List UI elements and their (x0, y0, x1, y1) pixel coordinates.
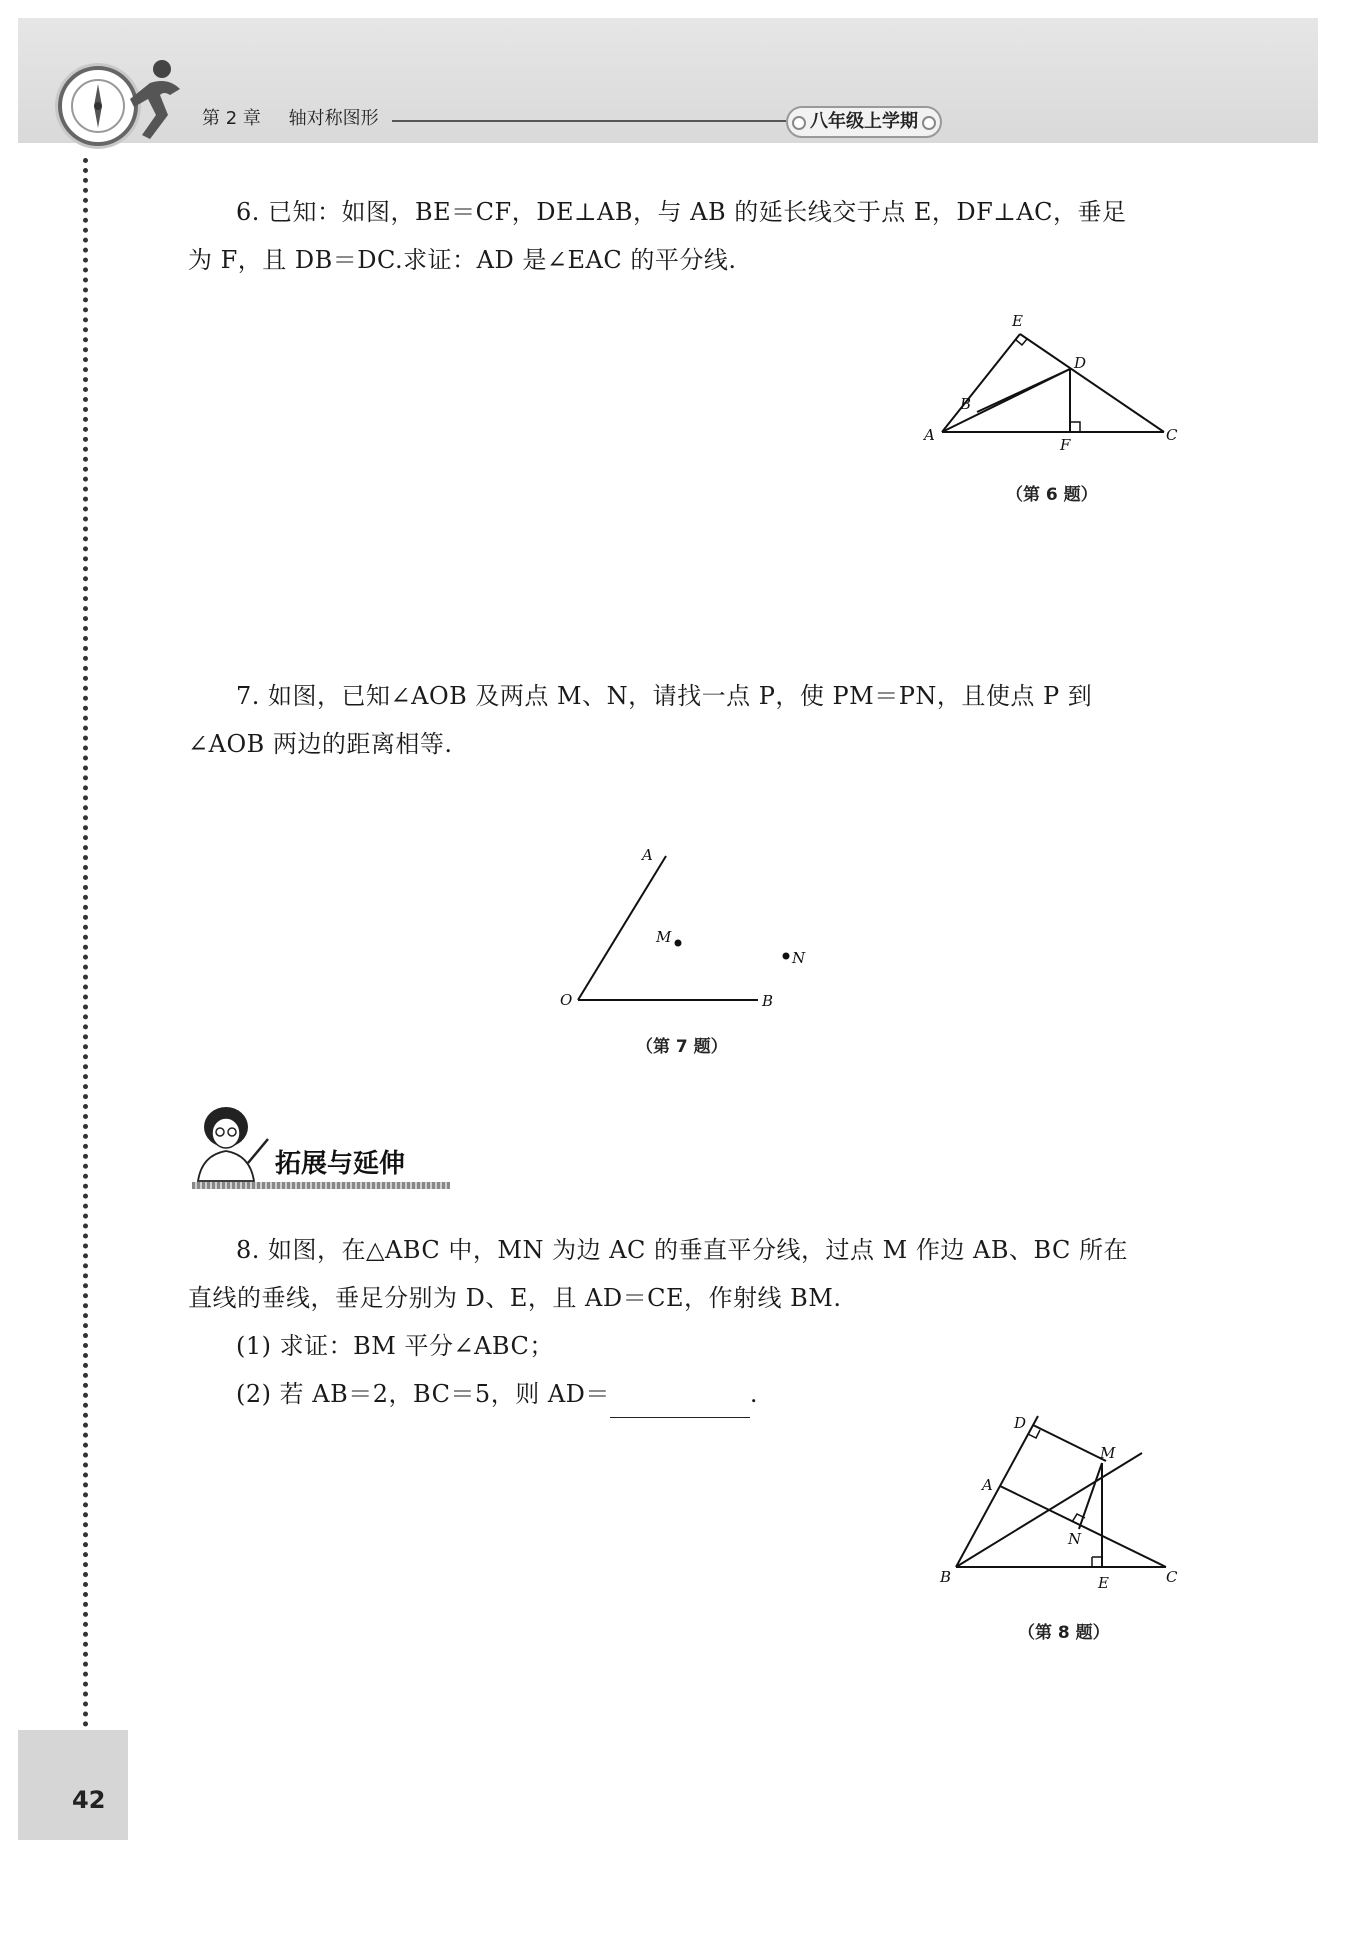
q8-segment-mn (1079, 1463, 1102, 1529)
section-underline (192, 1182, 450, 1189)
q8-label-e: E (1098, 1574, 1109, 1592)
q8-label-b: B (940, 1568, 952, 1586)
q6-caption: （第 6 题） (1006, 485, 1098, 505)
chapter-title: 轴对称图形 (288, 108, 379, 129)
q8-segment-dm (1033, 1425, 1106, 1461)
runner-icon (120, 55, 200, 145)
q8-period: . (749, 1380, 759, 1408)
q7-point-n (783, 953, 790, 960)
chapter-number: 第 2 章 (202, 108, 261, 129)
q6-line-2: 为 F，且 DB＝DC.求证：AD 是∠EAC 的平分线. (188, 246, 737, 274)
q8-caption: （第 8 题） (1018, 1623, 1110, 1643)
section-title: 拓展与延伸 (275, 1149, 406, 1179)
q6-right-angle-f (1070, 422, 1080, 432)
q7-label-a: A (642, 846, 653, 864)
q6-label-d: D (1074, 354, 1087, 372)
q7-figure (552, 842, 812, 1012)
q8-line-3: (1) 求证：BM 平分∠ABC； (236, 1332, 554, 1360)
chapter-heading (202, 104, 379, 130)
q6-label-f: F (1060, 436, 1071, 454)
q8-label-c: C (1166, 1568, 1178, 1586)
q7-label-b: B (762, 992, 774, 1010)
q6-label-e: E (1012, 312, 1023, 330)
page-number: 42 (72, 1786, 106, 1814)
answer-blank[interactable] (610, 1387, 750, 1418)
page-number-tab (18, 1730, 128, 1840)
q6-right-angle-e (1016, 339, 1027, 345)
q7-label-m: M (656, 928, 672, 946)
teacher-icon (188, 1105, 272, 1183)
q6-label-c: C (1166, 426, 1178, 444)
q6-label-b: B (960, 395, 972, 413)
q8-line-2: 直线的垂线，垂足分别为 D、E，且 AD＝CE，作射线 BM. (188, 1284, 842, 1312)
q8-segment-ac (1000, 1486, 1166, 1567)
q8-label-m: M (1100, 1444, 1116, 1462)
q7-line-2: ∠AOB 两边的距离相等. (188, 730, 453, 758)
q8-line-1: 8. 如图，在△ABC 中，MN 为边 AC 的垂直平分线，过点 M 作边 AB、BC 所在 (236, 1236, 1129, 1264)
q7-ray-oa (578, 856, 666, 1000)
binding-dots (83, 158, 88, 1728)
q7-label-o: O (560, 991, 573, 1009)
q6-segment-bd (977, 369, 1070, 412)
q8-label-d: D (1014, 1414, 1027, 1432)
q7-point-m (675, 940, 682, 947)
term-label: 八年级上学期 (786, 106, 942, 138)
q6-label-a: A (924, 426, 935, 444)
q6-figure (920, 312, 1180, 462)
q8-label-a: A (982, 1476, 993, 1494)
q6-line-1: 6. 已知：如图，BE＝CF，DE⊥AB，与 AB 的延长线交于点 E，DF⊥AC，垂足 (236, 198, 1127, 226)
header-rule (392, 120, 786, 122)
q6-segment-ae (942, 334, 1020, 432)
q7-line-1: 7. 如图，已知∠AOB 及两点 M、N，请找一点 P，使 PM＝PN，且使点 P 到 (236, 682, 1093, 710)
q8-question-2: (2) 若 AB＝2，BC＝5，则 AD＝ (236, 1380, 610, 1408)
q7-caption: （第 7 题） (636, 1037, 728, 1057)
q8-figure (930, 1410, 1192, 1596)
q8-line-4 (236, 1370, 758, 1418)
q7-label-n: N (792, 949, 806, 967)
q8-line-bd (956, 1416, 1038, 1567)
q8-label-n: N (1068, 1530, 1082, 1548)
